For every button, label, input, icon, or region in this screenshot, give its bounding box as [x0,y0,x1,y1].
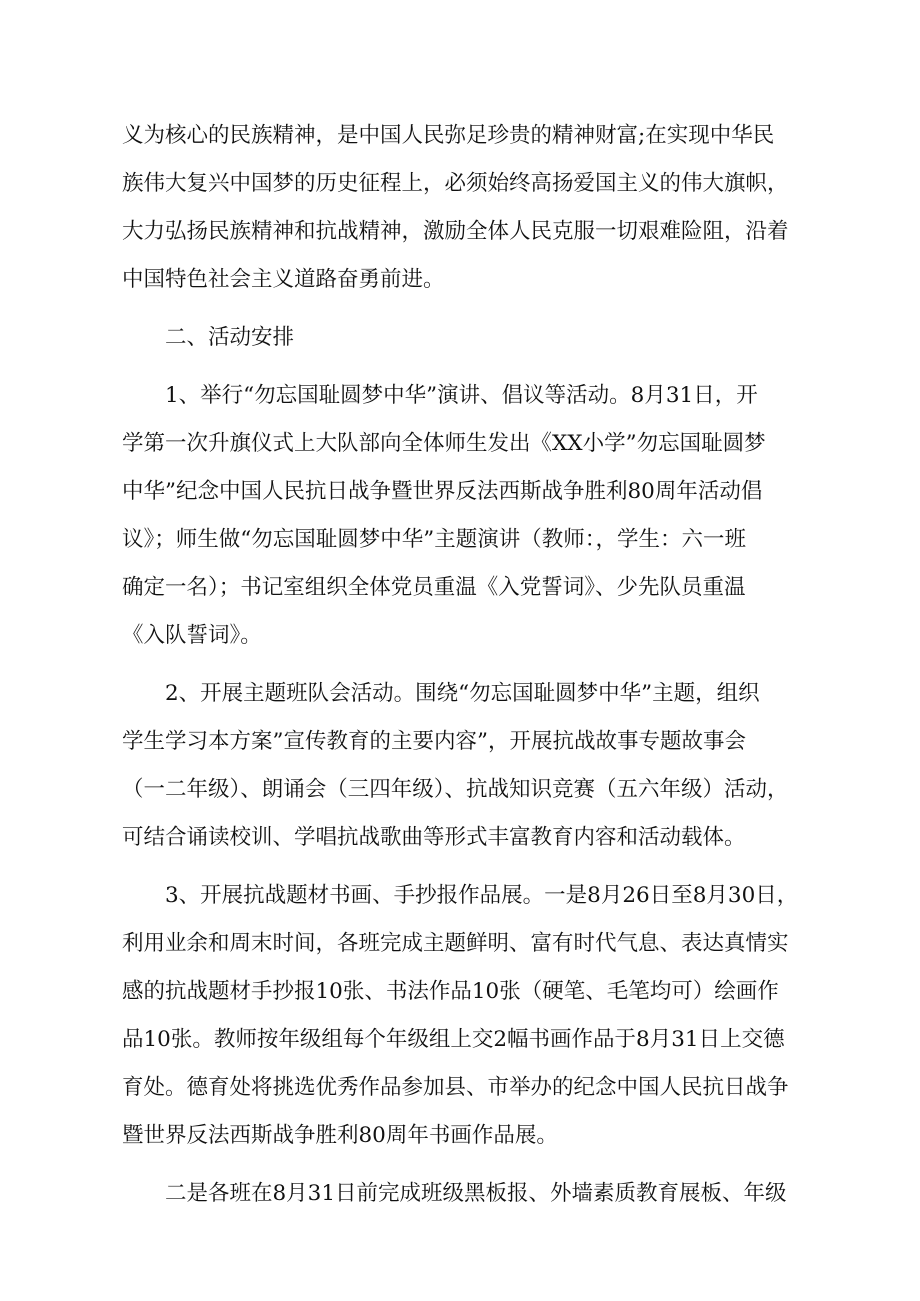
text-line: 二是各班在8月31日前完成班级黑板报、外墙素质教育展板、年级 [122,1181,787,1206]
paragraph-item-3 [122,872,798,1160]
text-line: 学生学习本方案”宣传教育的主要内容”，开展抗战故事专题故事会 [122,729,746,754]
text-line: 族伟大复兴中国梦的历史征程上，必须始终高扬爱国主义的伟大旗帜， [122,171,789,196]
document-page [122,112,798,1218]
text-line: 1、举行“勿忘国耻圆梦中华”演讲、倡议等活动。8月31日，开 [122,383,758,408]
paragraph-gap [122,862,798,872]
text-line: 中国特色社会主义道路奋勇前进。 [122,267,445,292]
text-line: （一二年级）、朗诵会（三四年级）、抗战知识竞赛（五六年级）活动， [122,777,789,802]
text-line: 议》；师生做“勿忘国耻圆梦中华”主题演讲（教师：，学生：六一班 [122,527,746,552]
text-line: 育处。德育处将挑选优秀作品参加县、市举办的纪念中国人民抗日战争 [122,1075,789,1100]
heading-line: 二、活动安排 [122,325,295,350]
text-line: 学第一次升旗仪式上大队部向全体师生发出《XX小学”勿忘国耻圆梦 [122,431,766,456]
paragraph-item-2 [122,670,798,862]
paragraph-gap [122,1160,798,1170]
paragraph-intro-continuation [122,112,798,304]
text-line: 义为核心的民族精神，是中国人民弥足珍贵的精神财富;在实现中华民 [122,123,775,148]
text-line: 品10张。教师按年级组每个年级组上交2幅书画作品于8月31日上交德 [122,1027,785,1052]
paragraph-gap [122,362,798,372]
text-line: 感的抗战题材手抄报10张、书法作品10张（硬笔、毛笔均可）绘画作 [122,979,779,1004]
paragraph-item-1 [122,372,798,660]
text-line: 利用业余和周末时间，各班完成主题鲜明、富有时代气息、表达真情实 [122,931,789,956]
text-line: 暨世界反法西斯战争胜利80周年书画作品展。 [122,1123,558,1148]
text-line: 中华”纪念中国人民抗日战争暨世界反法西斯战争胜利80周年活动倡 [122,479,763,504]
paragraph-gap [122,304,798,314]
text-line: 2、开展主题班队会活动。围绕“勿忘国耻圆梦中华”主题，组织 [122,681,760,706]
text-line: 可结合诵读校训、学唱抗战歌曲等形式丰富教育内容和活动载体。 [122,825,746,850]
paragraph-gap [122,660,798,670]
text-line: 大力弘扬民族精神和抗战精神，激励全体人民克服一切艰难险阻，沿着 [122,219,789,244]
section-heading-activities [122,314,798,362]
text-line: 3、开展抗战题材书画、手抄报作品展。一是8月26日至8月30日， [122,883,799,908]
paragraph-item-3-part-2 [122,1170,798,1218]
text-line: 确定一名）；书记室组织全体党员重温《入党誓词》、少先队员重温 [122,575,746,600]
text-line: 《入队誓词》。 [122,623,262,648]
